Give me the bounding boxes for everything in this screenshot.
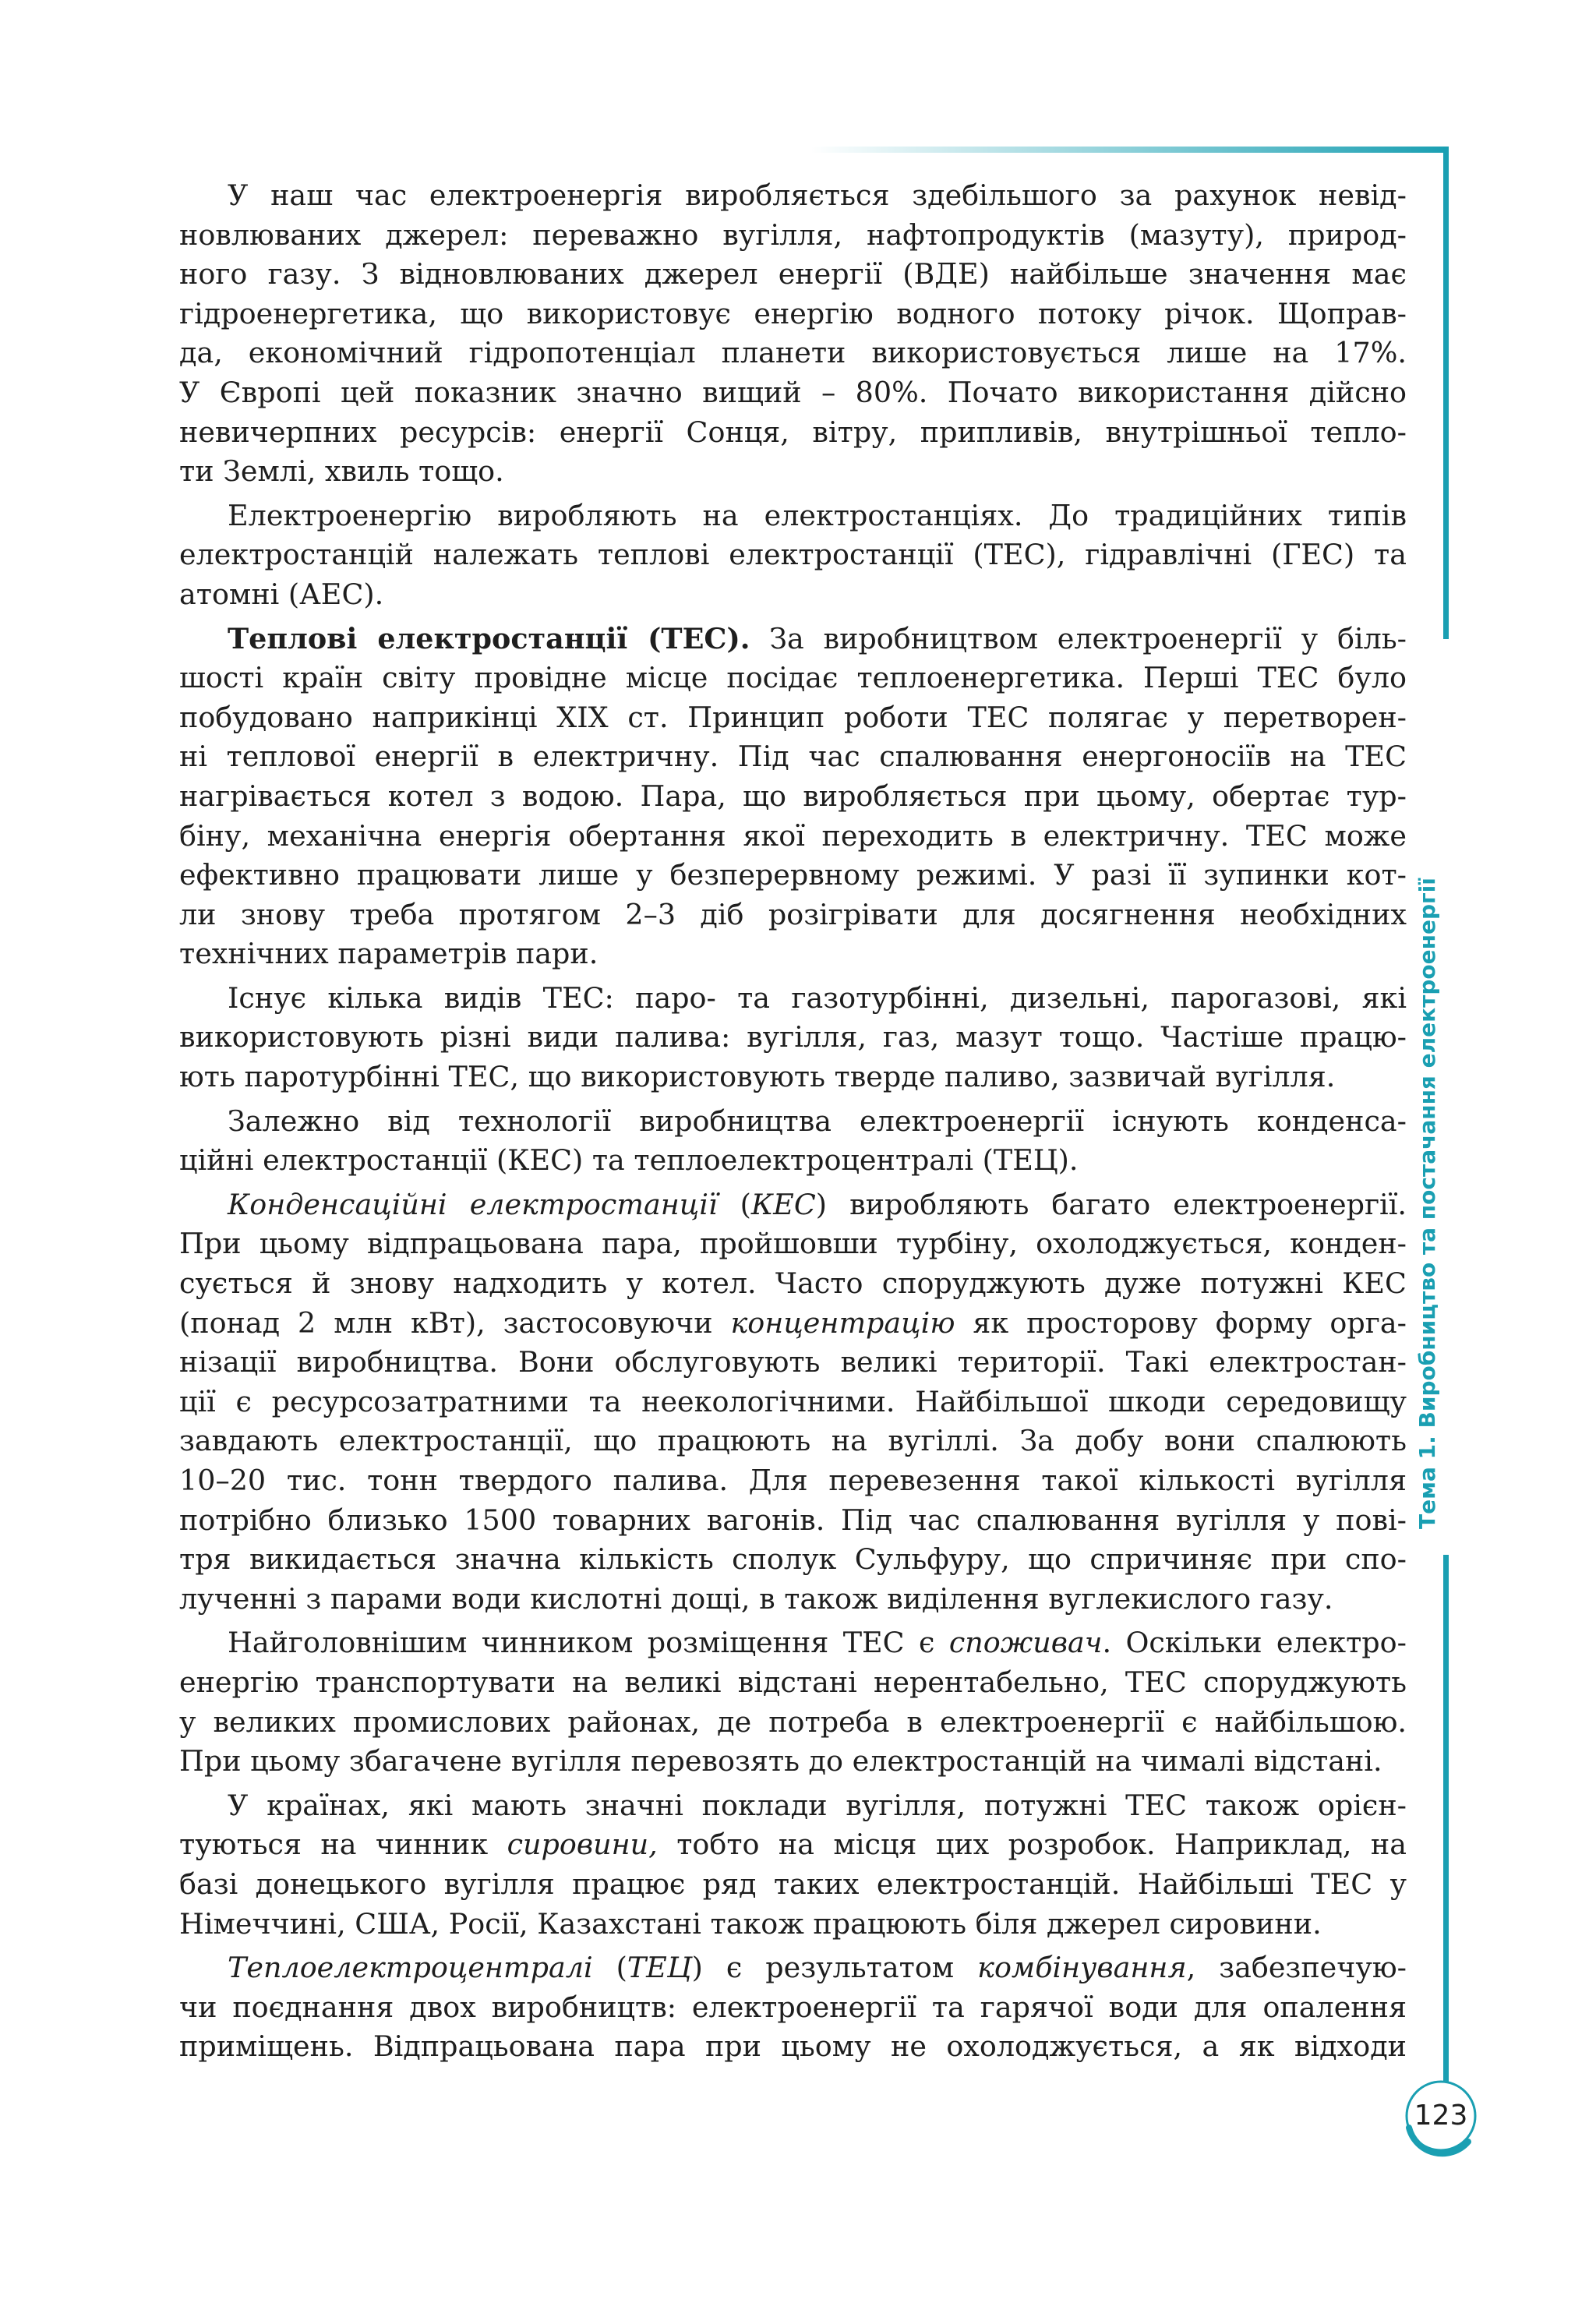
- section-heading: Теплові електростанції (ТЕС).: [228, 621, 750, 655]
- text-line: невичерпних ресурсів: енергії Сонця, вітру, припливів, внутрішньої тепло-: [179, 415, 1407, 449]
- text-line: Конденсаційні електростанції (КЕС) виробляють багато електроенергії.: [228, 1187, 1407, 1221]
- text-line: потрібно близько 1500 товарних вагонів. Під час спалювання вугілля у пові-: [179, 1503, 1407, 1537]
- text-line: У наш час електроенергія виробляється здебільшого за рахунок невід-: [228, 178, 1407, 212]
- chapter-side-label: Тема 1. Виробництво та постачання електроенергії: [1414, 878, 1440, 1529]
- text-line: побудовано наприкінці ХІХ ст. Принцип роботи ТЕС полягає у перетворен-: [179, 700, 1407, 734]
- text-line: ефективно працювати лише у безперервному режимі. У разі її зупинки кот-: [179, 858, 1407, 892]
- text-line: При цьому відпрацьована пара, пройшовши турбіну, охолоджується, конден-: [179, 1227, 1407, 1261]
- text-line: У Європі цей показник значно вищий – 80%. Почато використання дійсно: [179, 375, 1407, 409]
- text-line: У країнах, які мають значні поклади вугілля, потужні ТЕС також орієн-: [228, 1788, 1407, 1822]
- top-accent-rule: [810, 147, 1448, 153]
- text-line: ції є ресурсозатратними та неекологічними. Найбільшої шкоди середовищу: [179, 1384, 1407, 1418]
- right-accent-rule-bottom: [1443, 1555, 1449, 2124]
- text-line: сується й знову надходить у котел. Часто споруджують дуже потужні КЕС: [179, 1266, 1407, 1301]
- text-line: ти Землі, хвиль тощо.: [179, 454, 504, 489]
- text-line: нізації виробництва. Вони обслуговують великі території. Такі електростан-: [179, 1345, 1407, 1379]
- page-number-badge: [1398, 2073, 1484, 2159]
- text-line: ного газу. З відновлюваних джерел енергії (ВДЕ) найбільше значення має: [179, 257, 1407, 291]
- text-line: 10–20 тис. тонн твердого палива. Для перевезення такої кількості вугілля: [179, 1464, 1407, 1497]
- text-line: електростанцій належать теплові електростанції (ТЕС), гідравлічні (ГЕС) та: [179, 538, 1407, 572]
- text-line: базі донецького вугілля працює ряд таких електростанцій. Найбільші ТЕС у: [179, 1867, 1407, 1901]
- text-line: атомні (АЕС).: [179, 577, 384, 611]
- text-line: ні теплової енергії в електричну. Під час спалювання енергоносіїв на ТЕС: [179, 740, 1407, 774]
- text-line: чи поєднання двох виробництв: електроенергії та гарячої води для опалення: [179, 1990, 1407, 2024]
- text-line: да, економічний гідропотенціал планети використовується лише на 17%.: [179, 336, 1407, 370]
- text-line: (понад 2 млн кВт), застосовуючи концентрацію як просторову форму орга-: [179, 1305, 1407, 1340]
- text-line: Існує кілька видів ТЕС: паро- та газотурбінні, дизельні, парогазові, які: [228, 980, 1407, 1015]
- text-line: енергію транспортувати на великі відстані нерентабельно, ТЕС споруджують: [179, 1665, 1407, 1699]
- text-line: новлюваних джерел: переважно вугілля, нафтопродуктів (мазуту), природ-: [179, 217, 1407, 252]
- text-line: ційні електростанції (КЕС) та теплоелектроцентралі (ТЕЦ).: [179, 1143, 1079, 1178]
- text-line: нагрівається котел з водою. Пара, що виробляється при цьому, обертає тур-: [179, 779, 1407, 813]
- text-line: у великих промислових районах, де потреба в електроенергії є найбільшою.: [179, 1704, 1407, 1739]
- body-text: [179, 176, 1407, 2067]
- text-line: технічних параметрів пари.: [179, 937, 598, 971]
- text-line: лученні з парами води кислотні дощі, в також виділення вуглекислого газу.: [179, 1581, 1333, 1616]
- text-line: Залежно від технології виробництва електроенергії існують конденса-: [228, 1104, 1407, 1138]
- text-line: ють паротурбінні ТЕС, що використовують тверде паливо, зазвичай вугілля.: [179, 1060, 1336, 1094]
- text-line: Теплоелектроцентралі (ТЕЦ) є результатом комбінування, забезпечую-: [228, 1951, 1407, 1985]
- text-line: тря викидається значна кількість сполук Сульфуру, що спричиняє при спо-: [179, 1542, 1407, 1577]
- right-accent-rule-top: [1443, 147, 1449, 639]
- text-line: гідроенергетика, що використовує енергію водного потоку річок. Щоправ-: [179, 296, 1407, 330]
- text-line: Німеччині, США, Росії, Казахстані також працюють біля джерел сировини.: [179, 1906, 1322, 1941]
- text-line: використовують різні види палива: вугілля, газ, мазут тощо. Частіше працю-: [179, 1020, 1407, 1054]
- text-line: туються на чинник сировини, тобто на місця цих розробок. Наприклад, на: [179, 1828, 1407, 1862]
- text-line: шості країн світу провідне місце посідає теплоенергетика. Перші ТЕС було: [179, 661, 1407, 695]
- text-line: завдають електростанції, що працюють на вугіллі. За добу вони спалюють: [179, 1424, 1407, 1458]
- text-line: приміщень. Відпрацьована пара при цьому не охолоджується, а як відходи: [179, 2029, 1407, 2064]
- text-line: Теплові електростанції (ТЕС). За виробництвом електроенергії у біль-: [228, 621, 1407, 655]
- text-line: Найголовнішим чинником розміщення ТЕС є споживач. Оскільки електро-: [228, 1626, 1407, 1660]
- text-line: При цьому збагачене вугілля перевозять до електростанцій на чималі відстані.: [179, 1744, 1382, 1778]
- text-line: Електроенергію виробляють на електростанціях. До традиційних типів: [228, 498, 1407, 532]
- page-number: 123: [1414, 2100, 1468, 2132]
- text-line: біну, механічна енергія обертання якої переходить в електричну. ТЕС може: [179, 818, 1407, 853]
- text-line: ли знову треба протягом 2–3 діб розігрівати для досягнення необхідних: [179, 897, 1407, 931]
